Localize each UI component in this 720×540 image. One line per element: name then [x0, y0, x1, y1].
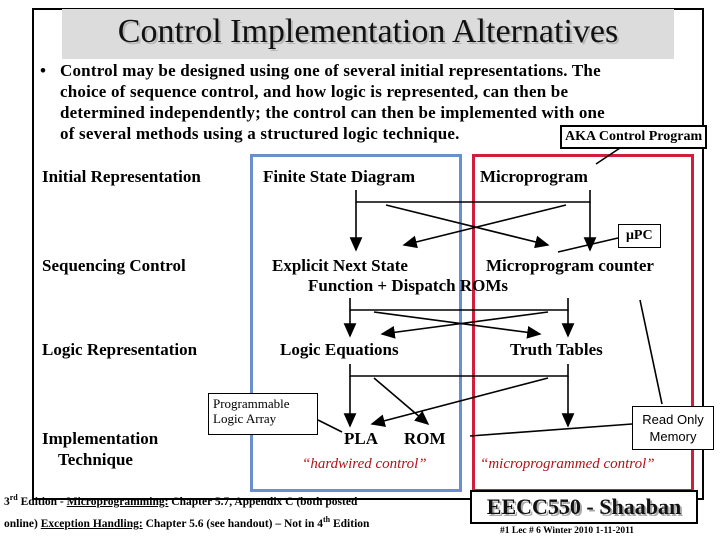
- row-label-implementation: Implementation: [42, 429, 159, 448]
- function-dispatch-label: Function + Dispatch ROMs: [308, 276, 509, 295]
- row-label-sequencing-control: Sequencing Control: [42, 256, 186, 275]
- course-badge: EECC550 - Shaaban: [470, 490, 698, 524]
- slide-info: #1 Lec # 6 Winter 2010 1-11-2011: [500, 526, 635, 536]
- bullet-line-4: of several methods using a structured logic technique.: [60, 124, 460, 143]
- footnote-edition-text: Edition -: [17, 495, 67, 508]
- footnote-th-suffix: th: [322, 514, 331, 524]
- footnote-online-text: online): [4, 517, 41, 530]
- truth-tables-label: Truth Tables: [510, 340, 603, 359]
- hardwired-control-label: “hardwired control”: [302, 456, 427, 472]
- rom-label: ROM: [404, 429, 446, 448]
- read-only-memory-box: Read Only Memory: [632, 406, 714, 450]
- footnote-exception-handling-title: Exception Handling:: [40, 517, 143, 530]
- row-label-initial-representation: Initial Representation: [42, 167, 201, 186]
- bullet-line-3: determined independently; the control can then be implemented with one: [60, 103, 605, 122]
- bullet-symbol: •: [40, 61, 46, 80]
- explicit-next-state-label: Explicit Next State: [272, 256, 408, 275]
- microprogram-label: Microprogram: [480, 167, 588, 186]
- footnote-edition-number: 3: [4, 495, 10, 508]
- upc-box: μPC: [618, 224, 661, 248]
- bullet-line-2: choice of sequence control, and how logic is represented, can then be: [60, 82, 569, 101]
- programmable-logic-array-box: Programmable Logic Array: [208, 393, 318, 435]
- slide-title: Control Implementation Alternatives: [117, 13, 619, 50]
- microprogram-counter-label: Microprogram counter: [486, 256, 654, 275]
- footnote: [4, 489, 369, 533]
- aka-control-program-box: AKA Control Program: [560, 125, 707, 149]
- footnote-edition-suffix: rd: [9, 493, 18, 502]
- footnote-microprogramming-title: Microprogramming:: [66, 495, 169, 508]
- pla-label: PLA: [344, 429, 378, 448]
- finite-state-diagram-label: Finite State Diagram: [263, 167, 416, 186]
- footnote-microprogramming-refs: Chapter 5.7, Appendix C (both posted: [168, 495, 358, 508]
- footnote-edition-end: Edition: [330, 517, 370, 530]
- row-label-technique: Technique: [58, 450, 133, 469]
- row-label-logic-representation: Logic Representation: [42, 340, 198, 359]
- logic-equations-label: Logic Equations: [280, 340, 399, 359]
- footnote-exception-refs: Chapter 5.6 (see handout) – Not in 4: [142, 517, 323, 530]
- microprogrammed-control-label: “microprogrammed control”: [480, 456, 655, 472]
- bullet-line-1: Control may be designed using one of several initial representations. The: [60, 61, 601, 80]
